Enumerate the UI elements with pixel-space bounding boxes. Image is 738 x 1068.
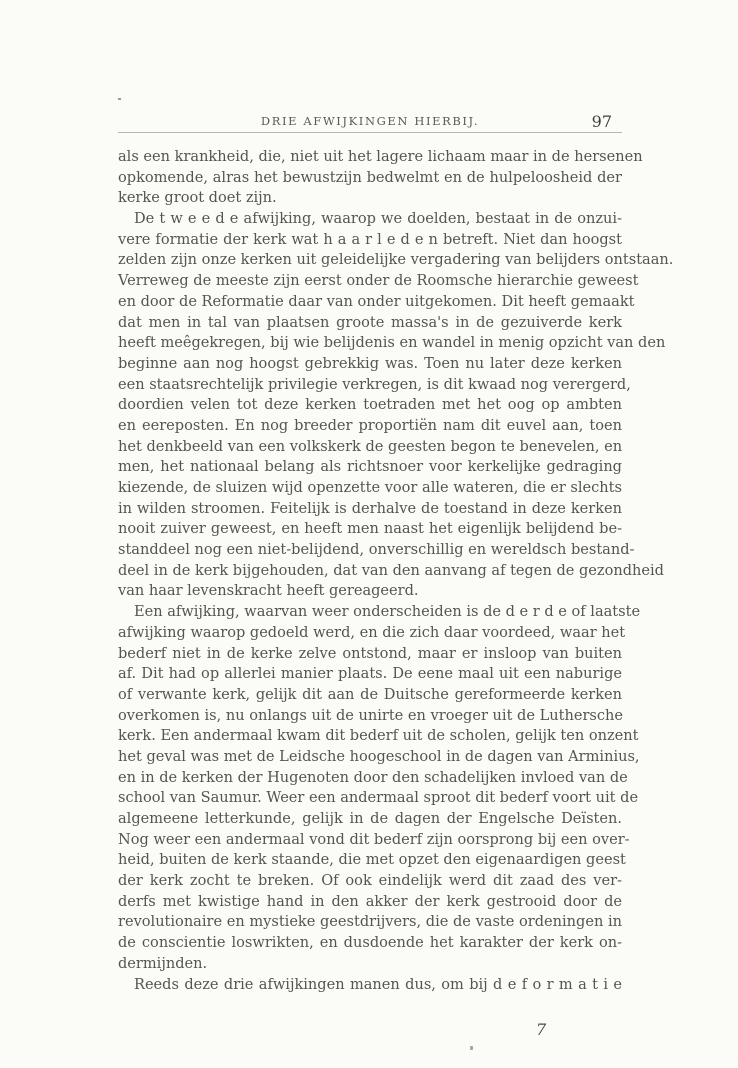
text-line: en in de kerken der Hugenoten door den schadelijken invloed van de — [118, 768, 628, 786]
text-line: doordien velen tot deze kerken toetraden met het oog op ambten — [118, 396, 622, 414]
text-line: kerke groot doet zijn. — [118, 189, 277, 207]
header-rule — [118, 132, 622, 133]
text-line: vere formatie der kerk wat h a a r l e d e n betreft. Niet dan hoogst — [118, 230, 622, 248]
text-line: in wilden stroomen. Feitelijk is derhalve de toestand in deze kerken — [118, 499, 622, 517]
paragraph-start-line: Reeds deze drie afwijkingen manen dus, om bij d e f o r m a t i e — [134, 975, 622, 993]
text-line: kiezende, de sluizen wijd openzette voor alle wateren, die er slechts — [118, 479, 622, 496]
text-line: Verreweg de meeste zijn eerst onder de Roomsche hierarchie geweest — [118, 272, 639, 290]
text-line: school van Saumur. Weer een andermaal sproot dit bederf voort uit de — [118, 789, 639, 807]
text-line: als een krankheid, die, niet uit het lagere lichaam maar in de hersenen — [118, 148, 643, 165]
text-line: der kerk zocht te breken. Of ook eindelijk werd dit zaad des ver- — [118, 872, 622, 890]
text-line: het geval was met de Leidsche hoogeschool in de dagen van Arminius, — [118, 747, 640, 765]
page-header — [118, 112, 622, 132]
paragraph-start-line: Een afwijking, waarvan weer onderscheiden is de d e r d e of laatste — [134, 603, 641, 621]
text-line: deel in de kerk bijgehouden, dat van den aanvang af tegen de gezondheid — [118, 561, 664, 579]
paragraph-start-line: De t w e e d e afwijking, waarop we doelden, bestaat in de onzui- — [134, 210, 622, 228]
text-line: een staatsrechtelijk privilegie verkregen, is dit kwaad nog verergerd, — [118, 375, 631, 393]
text-line: standdeel nog een niet-belijdend, onverschillig en wereldsch bestand- — [118, 541, 635, 559]
text-line: zelden zijn onze kerken uit geleidelijke vergadering van belijders ontstaan. — [118, 251, 674, 269]
text-line: algemeene letterkunde, gelijk in de dagen der Engelsche Deïsten. — [118, 810, 622, 827]
text-line: nooit zuiver geweest, en heeft men naast het eigenlijk belijdend be- — [118, 520, 622, 538]
text-line: de conscientie loswrikten, en dusdoende het karakter der kerk on- — [118, 934, 622, 952]
page-number: 97 — [591, 112, 612, 131]
ink-speck — [118, 98, 121, 100]
text-line: dat men in tal van plaatsen groote massa's in de gezuiverde kerk — [118, 313, 622, 331]
text-line: opkomende, alras het bewustzijn bedwelmt en de hulpeloosheid der — [118, 168, 622, 186]
text-line: heeft meêgekregen, bij wie belijdenis en wandel in menig opzicht van den — [118, 334, 666, 352]
text-line: derfs met kwistige hand in den akker der kerk gestrooid door de — [118, 892, 622, 910]
text-line: revolutionaire en mystieke geestdrijvers, die de vaste ordeningen in — [118, 913, 622, 931]
text-line: dermijnden. — [118, 954, 208, 972]
text-line: overkomen is, nu onlangs uit de unirte en vroeger uit de Luthersche — [118, 706, 623, 724]
text-line: van haar levenskracht heeft gereageerd. — [118, 582, 419, 600]
text-line: of verwante kerk, gelijk dit aan de Duitsche gereformeerde kerken — [118, 685, 622, 703]
running-head: DRIE AFWIJKINGEN HIERBIJ. — [260, 114, 480, 128]
signature-mark: 7 — [536, 1020, 547, 1039]
text-line: bederf niet in de kerke zelve ontstond, maar er insloop van buiten — [118, 644, 622, 662]
text-line: af. Dit had op allerlei manier plaats. De eene maal uit een naburige — [118, 665, 622, 683]
ink-speck — [470, 1046, 473, 1050]
text-line: en door de Reformatie daar van onder uitgekomen. Dit heeft gemaakt — [118, 292, 635, 310]
text-line: en eereposten. En nog breeder proportiën nam dit euvel aan, toen — [118, 416, 622, 434]
text-line: kerk. Een andermaal kwam dit bederf uit de scholen, gelijk ten onzent — [118, 727, 639, 745]
text-line: het denkbeeld van een volkskerk de geesten begon te benevelen, en — [118, 437, 623, 455]
text-line: heid, buiten de kerk staande, die met opzet den eigenaardigen geest — [118, 851, 626, 869]
text-line: beginne aan nog hoogst gebrekkig was. Toen nu later deze kerken — [118, 354, 622, 372]
text-line: men, het nationaal belang als richtsnoer voor kerkelijke gedraging — [118, 458, 622, 476]
text-line: afwijking waarop gedoeld werd, en die zich daar voordeed, waar het — [118, 623, 626, 641]
body-text — [118, 147, 674, 995]
text-line: Nog weer een andermaal vond dit bederf zijn oorsprong bij een over- — [118, 830, 630, 848]
